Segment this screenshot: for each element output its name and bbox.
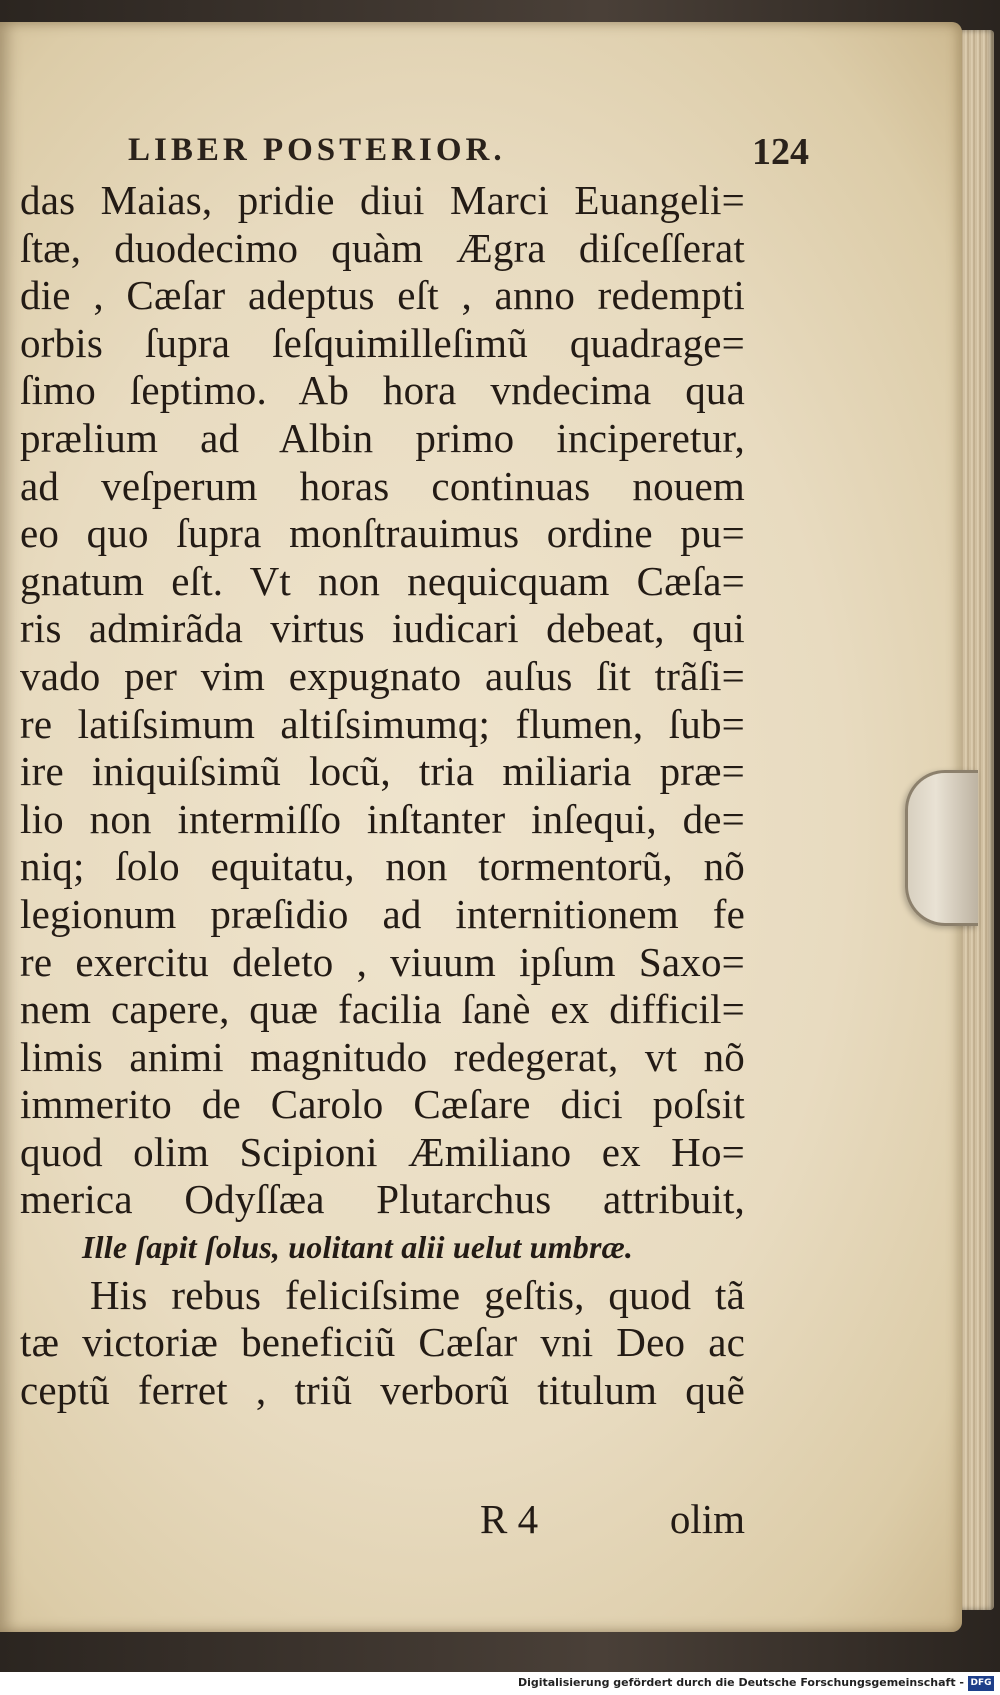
digitization-credit-bar bbox=[0, 1672, 1000, 1695]
dfg-logo: DFG bbox=[968, 1676, 994, 1691]
credit-text: Digitalisierung gefördert durch die Deutsche Forschungsgemeinschaft - bbox=[517, 1676, 964, 1689]
text-line: immerito de Carolo Cæſare dici poſsit bbox=[20, 1081, 745, 1128]
text-line: vado per vim expugnato auſus ſit trãſi= bbox=[20, 652, 745, 699]
catchword: olim bbox=[669, 1496, 745, 1542]
text-line: ris admirãda virtus iudicari debeat, qui bbox=[20, 605, 745, 652]
text-block bbox=[20, 177, 745, 1414]
text-line: tæ victoriæ beneficiũ Cæſar vni Deo ac bbox=[20, 1319, 745, 1366]
text-line: merica Odyſſæa Plutarchus attribuit, bbox=[20, 1176, 745, 1223]
text-line: niq; ſolo equitatu, non tormentorũ, nõ bbox=[20, 843, 745, 890]
page-number: 124 bbox=[752, 131, 809, 173]
book-page bbox=[0, 22, 962, 1632]
text-line: die , Cæſar adeptus eſt , anno redempti bbox=[20, 272, 745, 319]
text-line: nem capere, quæ facilia ſanè ex difficil= bbox=[20, 986, 745, 1033]
paragraph-start-line: His rebus feliciſsime geſtis, quod tã bbox=[90, 1271, 745, 1318]
text-line: limis animi magnitudo redegerat, vt nõ bbox=[20, 1033, 745, 1080]
text-line: quod olim Scipioni Æmiliano ex Ho= bbox=[20, 1128, 745, 1175]
text-line: ad veſperum horas continuas nouem bbox=[20, 462, 745, 509]
signature-mark: R 4 bbox=[480, 1496, 539, 1542]
text-line: ire iniquiſsimũ locũ, tria miliaria præ= bbox=[20, 748, 745, 795]
text-line: lio non intermiſſo inſtanter inſequi, de= bbox=[20, 795, 745, 842]
verse-quotation: Ille ſapit ſolus, uolitant alii uelut umbræ. bbox=[82, 1229, 634, 1266]
text-line: legionum præſidio ad internitionem fe bbox=[20, 890, 745, 937]
text-line: ſtæ, duodecimo quàm Ægra diſceſſerat bbox=[20, 224, 745, 271]
page-footer bbox=[20, 1495, 745, 1545]
page-clip-tab bbox=[905, 770, 978, 926]
text-line: ſimo ſeptimo. Ab hora vndecima qua bbox=[20, 367, 745, 414]
text-line: re latiſsimum altiſsimumq; flumen, ſub= bbox=[20, 700, 745, 747]
text-line: eo quo ſupra monſtrauimus ordine pu= bbox=[20, 510, 745, 557]
text-line: re exercitu deleto , viuum ipſum Saxo= bbox=[20, 938, 745, 985]
text-line: prælium ad Albin primo inciperetur, bbox=[20, 414, 745, 461]
text-line: ceptũ ferret , triũ verborũ titulum quẽ bbox=[20, 1366, 745, 1413]
text-line: gnatum eſt. Vt non nequicquam Cæſa= bbox=[20, 557, 745, 604]
text-line: orbis ſupra ſeſquimilleſimũ quadrage= bbox=[20, 319, 745, 366]
running-head: LIBER POSTERIOR. bbox=[128, 132, 506, 168]
text-line: das Maias, pridie diui Marci Euangeli= bbox=[20, 177, 745, 223]
